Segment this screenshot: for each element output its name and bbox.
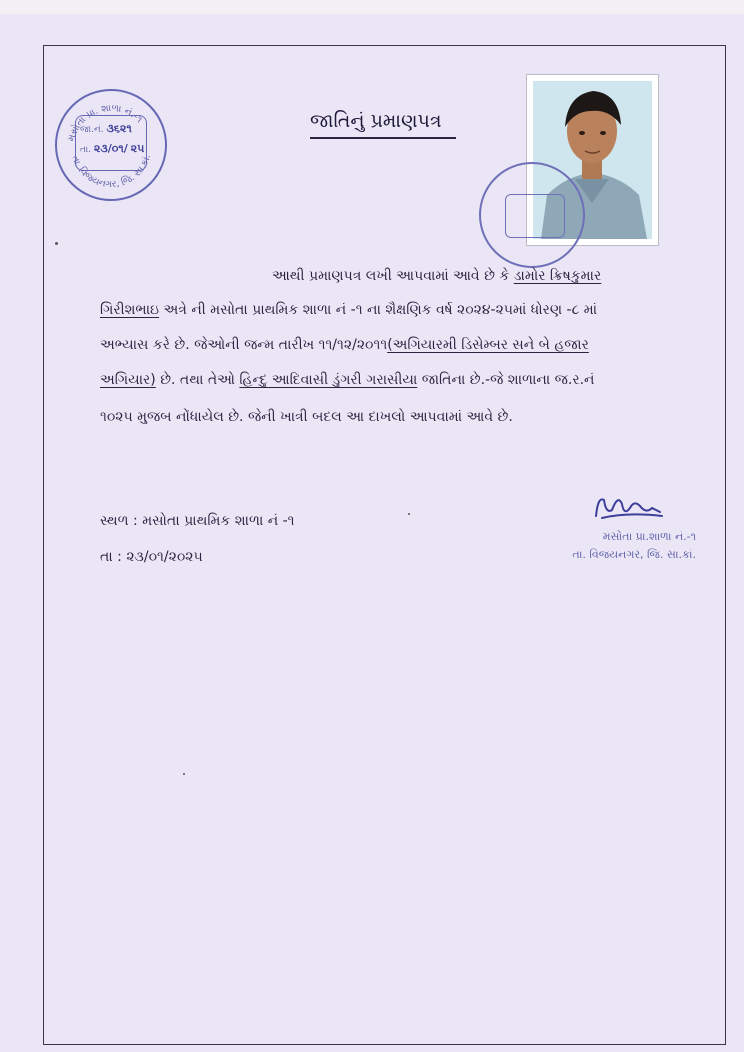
paragraph-line-1	[272, 268, 668, 284]
paper-speck	[55, 242, 58, 245]
page-top-edge	[0, 0, 744, 14]
stamp-date-label: તા.	[80, 145, 92, 155]
stamp-number-label: જા.નં.	[80, 125, 104, 135]
line4-end-text: જાતિના છે.-જે શાળાના જ.ર.નં	[417, 372, 595, 388]
photo-rubber-stamp	[479, 162, 585, 268]
paragraph-line-4	[100, 372, 668, 388]
birthdate-text: અભ્યાસ કરે છે. જેઓની જન્મ તારીખ ૧૧/૧૨/૨૦૧૧	[100, 337, 388, 353]
paragraph-line-3	[100, 337, 668, 353]
student-name-part1: ડામોર ક્રિષકુમાર	[513, 268, 602, 284]
title-underline	[310, 137, 456, 139]
paragraph-line-2	[100, 302, 668, 318]
date-label: તા :	[100, 549, 122, 565]
paper-speck	[183, 773, 185, 775]
line4-mid-text: છે. તથા તેઓ	[155, 372, 240, 388]
line5-text: ૧૦૨૫ મુજબ નોંધાયેલ છે. જેની ખાત્રી બદલ આ દાખલો આપવામાં આવે છે.	[100, 409, 513, 425]
birthdate-words-part1: (અગિયારમી ડિસેમ્બર સને બે હજાર	[387, 337, 589, 353]
stamp-number-handwritten: ૩૬૨૧	[106, 122, 132, 135]
paragraph-line-5	[100, 409, 668, 425]
photo-stamp-inner	[505, 194, 565, 238]
stamp-date-handwritten: ૨૩/૦૧/	[93, 142, 128, 155]
signatory-stamp	[548, 530, 696, 562]
certificate-title: જાતિનું પ્રમાણપત્ર	[310, 110, 442, 132]
stamp-inner-circle	[75, 115, 147, 171]
signatory-school-line: મસોતા પ્રા.શાળા નં.-૧	[602, 530, 696, 543]
date-line	[100, 549, 203, 565]
stamp-ring-top-text: મસોતા પ્રા. શાળા નં.-૧	[65, 102, 145, 143]
paper-speck	[408, 513, 410, 515]
left-rubber-stamp	[55, 89, 167, 201]
principal-signature	[588, 490, 668, 526]
stamp-ring-bottom-text: તા. વિજયનગર, જિ. સા.કાં.	[69, 153, 154, 191]
signatory-address-line: તા. વિજયનગર, જિ. સા.કાં.	[572, 548, 696, 561]
caste-name: હિન્દુ આદિવાસી ડુંગરી ગરાસીયા	[239, 372, 418, 388]
line2-text: અત્રે ની મસોતા પ્રાથમિક શાળા નં -૧ ના શૈક્ષણિક વર્ષ ૨૦૨૪-૨૫માં ધોરણ -૮ માં	[159, 302, 598, 318]
stamp-year-handwritten: ૨૫	[130, 142, 145, 155]
birthdate-words-part2: અગિયાર)	[100, 372, 156, 388]
student-name-part2: ગિરીશભાઇ	[100, 302, 160, 318]
line1-prefix: આથી પ્રમાણપત્ર લખી આપવામાં આવે છે કે	[272, 268, 514, 284]
date-value: ૨૩/૦૧/૨૦૨૫	[126, 549, 203, 565]
place-line: સ્થળ : મસોતા પ્રાથમિક શાળા નં -૧	[100, 513, 295, 529]
